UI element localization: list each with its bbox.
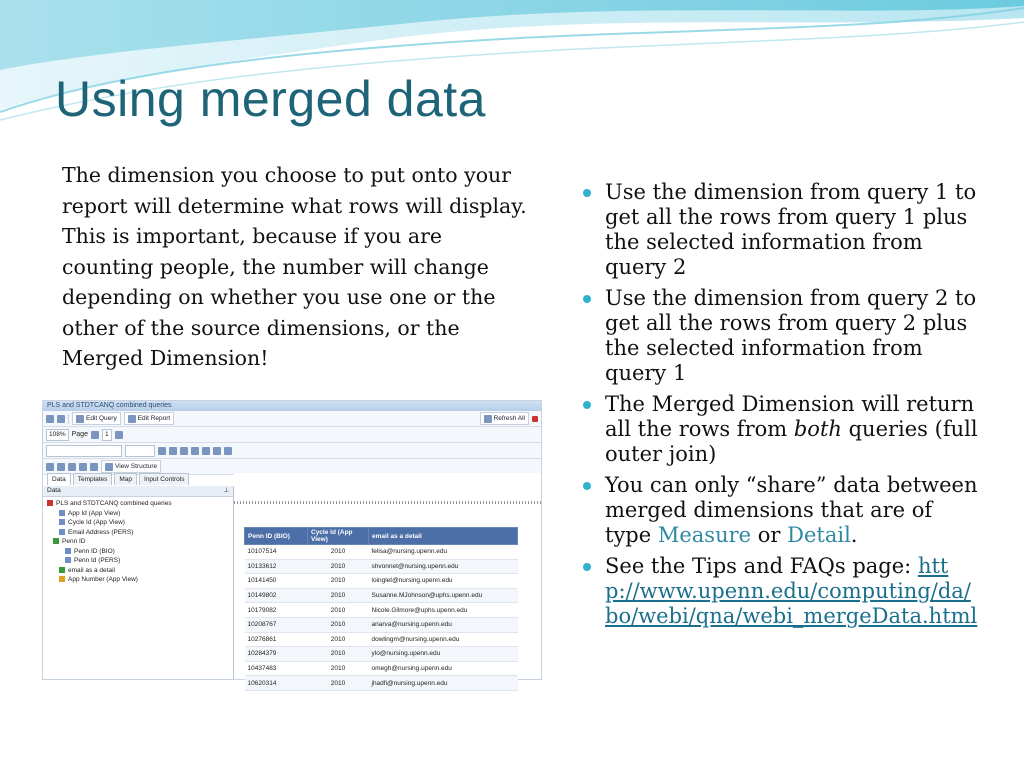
- table-row[interactable]: [245, 588, 518, 603]
- bullet-dot-icon: [583, 563, 591, 571]
- tree-label: App Id (App View): [68, 509, 121, 517]
- table-cell: 10107514: [245, 545, 308, 560]
- table-row[interactable]: [245, 617, 518, 632]
- italic-icon[interactable]: [169, 447, 177, 455]
- tree-label: Penn Id (PERS): [74, 557, 121, 564]
- pin-icon[interactable]: ⊥: [223, 487, 229, 494]
- last-page-icon[interactable]: [115, 431, 123, 439]
- table-cell: felisa@nursing.upenn.edu: [369, 545, 518, 560]
- table-cell: 2010: [308, 588, 369, 603]
- tree-label: PLS and STDTCANQ combined queries: [56, 500, 172, 507]
- edit-query-label: Edit Query: [86, 415, 117, 422]
- tree-item[interactable]: [47, 518, 229, 528]
- table-cell: 10179082: [245, 603, 308, 618]
- zoom-select[interactable]: 108%: [46, 429, 69, 441]
- column-header[interactable]: Penn ID (BIO): [245, 528, 308, 545]
- bullet-list: [583, 180, 978, 635]
- font-color-icon[interactable]: [191, 447, 199, 455]
- bullet-dot-icon: [583, 295, 591, 303]
- undo-icon[interactable]: [46, 463, 54, 471]
- tree-label: Email Address (PERS): [68, 528, 134, 536]
- tree-item[interactable]: [47, 499, 229, 509]
- align-left-icon[interactable]: [202, 447, 210, 455]
- bullet-text: The Merged Dimension will return all the rows from: [605, 392, 975, 441]
- column-header[interactable]: Cycle Id (App View): [308, 528, 369, 545]
- dimension-icon: [65, 557, 71, 563]
- table-body: [245, 545, 518, 691]
- table-cell: 2010: [308, 545, 369, 560]
- table-cell: anarva@nursing.upenn.edu: [369, 617, 518, 632]
- table-cell: omegh@nursing.upenn.edu: [369, 661, 518, 676]
- table-cell: 10437483: [245, 661, 308, 676]
- sort-icon[interactable]: [79, 463, 87, 471]
- bullet-item: [583, 473, 978, 548]
- table-row[interactable]: [245, 661, 518, 676]
- measure-term: Measure: [657, 523, 752, 547]
- ruler: [234, 501, 541, 504]
- table-cell: 2010: [308, 632, 369, 647]
- query-icon: [47, 500, 53, 506]
- left-paragraph: The dimension you choose to put onto your report will determine what rows will display. This is important, because if you are counting people, the number will change depending on whether you use one or the other of the source dimensions, or the Merged Dimension!: [62, 163, 527, 370]
- bullet-item: [583, 180, 978, 280]
- bullet-text: You can only “share” data between merged dimensions that are of type: [605, 473, 978, 547]
- dimension-icon: [59, 510, 65, 516]
- data-tree: [43, 497, 233, 587]
- table-cell: 10208767: [245, 617, 308, 632]
- table-cell: Susanne.MJohnson@uphs.upenn.edu: [369, 588, 518, 603]
- table-cell: 2010: [308, 617, 369, 632]
- tab-templates[interactable]: Templates: [73, 473, 113, 485]
- close-icon[interactable]: [532, 416, 538, 422]
- table-cell: 2010: [308, 603, 369, 618]
- view-structure-button[interactable]: [101, 460, 161, 473]
- data-pane-title: Data: [47, 487, 61, 494]
- toolbar-main: [43, 411, 541, 427]
- bullet-dot-icon: [583, 482, 591, 490]
- merged-dimension-icon: [53, 538, 59, 544]
- bullet-text: or: [751, 523, 788, 547]
- table-cell: ylo@nursing.upenn.edu: [369, 647, 518, 662]
- table-cell: 2010: [308, 661, 369, 676]
- measure-icon: [59, 576, 65, 582]
- edit-query-button[interactable]: [72, 412, 121, 425]
- bullet-dot-icon: [583, 401, 591, 409]
- tree-label: Penn ID (BIO): [74, 547, 115, 555]
- table-cell: dowlingm@nursing.upenn.edu: [369, 632, 518, 647]
- view-structure-icon: [105, 463, 113, 471]
- toolbar-divider: [68, 414, 69, 424]
- table-cell: 2010: [308, 559, 369, 574]
- tab-map[interactable]: Map: [114, 473, 137, 485]
- dimension-icon: [59, 519, 65, 525]
- tree-label: email as a detail: [68, 566, 115, 574]
- bullet-emphasis: both: [793, 417, 842, 441]
- bullet-item: [583, 554, 978, 629]
- align-right-icon[interactable]: [224, 447, 232, 455]
- table-cell: 10133612: [245, 559, 308, 574]
- redo-icon[interactable]: [57, 463, 65, 471]
- table-cell: 10284379: [245, 647, 308, 662]
- tab-data[interactable]: Data: [47, 473, 71, 485]
- toolbar-format: [43, 443, 541, 459]
- page-label: Page: [71, 431, 88, 438]
- refresh-all-button[interactable]: [480, 412, 529, 425]
- tree-item[interactable]: [47, 556, 229, 566]
- report-table: [244, 527, 518, 691]
- font-select[interactable]: [46, 445, 122, 457]
- table-cell: 10141450: [245, 574, 308, 589]
- table-cell: 2010: [308, 647, 369, 662]
- table-cell: loinglet@nursing.upenn.edu: [369, 574, 518, 589]
- bullet-text: Use the dimension from query 2 to get all the rows from query 2 plus the selected information from query 1: [605, 286, 977, 385]
- tree-label: Penn ID: [62, 538, 86, 545]
- table-cell: Nicole.Gilmore@uphs.upenn.edu: [369, 603, 518, 618]
- table-cell: 2010: [308, 574, 369, 589]
- tree-item[interactable]: [47, 566, 229, 576]
- bullet-text: Use the dimension from query 1 to get all the rows from query 1 plus the selected information from query 2: [605, 180, 977, 279]
- filter-icon[interactable]: [68, 463, 76, 471]
- table-cell: 10620314: [245, 676, 308, 691]
- print-icon[interactable]: [57, 415, 65, 423]
- tree-item[interactable]: [47, 547, 229, 557]
- tree-label: App Number (App View): [68, 576, 138, 583]
- toolbar-page: [43, 427, 541, 443]
- table-cell: shvonnet@nursing.upenn.edu: [369, 559, 518, 574]
- bullet-dot-icon: [583, 189, 591, 197]
- tips-faq-link[interactable]: http://www.upenn.edu/computing/da/bo/webi/qna/webi_mergeData.html: [605, 554, 978, 628]
- table-row[interactable]: [245, 559, 518, 574]
- underline-icon[interactable]: [180, 447, 188, 455]
- view-structure-label: View Structure: [115, 463, 158, 470]
- tree-item[interactable]: [47, 575, 229, 585]
- tree-item[interactable]: [47, 528, 229, 538]
- bullet-text: queries (full outer join): [605, 417, 978, 466]
- tree-item[interactable]: [47, 509, 229, 519]
- edit-report-label: Edit Report: [137, 415, 171, 422]
- refresh-icon: [484, 415, 492, 423]
- webi-screenshot: [42, 400, 542, 687]
- first-page-icon[interactable]: [91, 431, 99, 439]
- column-header[interactable]: email as a detail: [369, 528, 518, 545]
- table-row[interactable]: [245, 545, 518, 560]
- tree-item[interactable]: [47, 537, 229, 547]
- edit-query-icon: [76, 415, 84, 423]
- detail-term: Detail: [787, 523, 851, 547]
- table-row[interactable]: [245, 676, 518, 691]
- save-icon[interactable]: [46, 415, 54, 423]
- table-header-row: [245, 528, 518, 545]
- table-row[interactable]: [245, 574, 518, 589]
- data-pane: [43, 486, 234, 679]
- page-number-input[interactable]: 1: [102, 429, 112, 441]
- bullet-text: See the Tips and FAQs page:: [605, 554, 918, 578]
- data-pane-header: [43, 486, 233, 497]
- dimension-icon: [65, 548, 71, 554]
- sum-icon[interactable]: [90, 463, 98, 471]
- report-canvas: [234, 473, 541, 687]
- table-row[interactable]: [245, 647, 518, 662]
- edit-report-icon: [128, 415, 136, 423]
- align-center-icon[interactable]: [213, 447, 221, 455]
- bullet-item: [583, 286, 978, 386]
- refresh-all-label: Refresh All: [493, 415, 525, 422]
- bullet-text: .: [850, 523, 858, 547]
- dimension-icon: [59, 529, 65, 535]
- detail-icon: [59, 567, 65, 573]
- tab-input-controls[interactable]: Input Controls: [139, 473, 189, 485]
- tree-label: Cycle Id (App View): [68, 519, 125, 526]
- table-cell: 2010: [308, 676, 369, 691]
- font-size-select[interactable]: [125, 445, 155, 457]
- table-cell: 10276861: [245, 632, 308, 647]
- table-cell: jhadfi@nursing.upenn.edu: [369, 676, 518, 691]
- slide-title: Using merged data: [55, 71, 486, 127]
- table-cell: 10149802: [245, 588, 308, 603]
- edit-report-button[interactable]: [124, 412, 175, 425]
- table-row[interactable]: [245, 603, 518, 618]
- window-title: PLS and STDTCANQ combined queries: [43, 401, 541, 411]
- left-pane-tabs: [43, 473, 237, 485]
- bold-icon[interactable]: [158, 447, 166, 455]
- bullet-item: [583, 392, 978, 467]
- table-row[interactable]: [245, 632, 518, 647]
